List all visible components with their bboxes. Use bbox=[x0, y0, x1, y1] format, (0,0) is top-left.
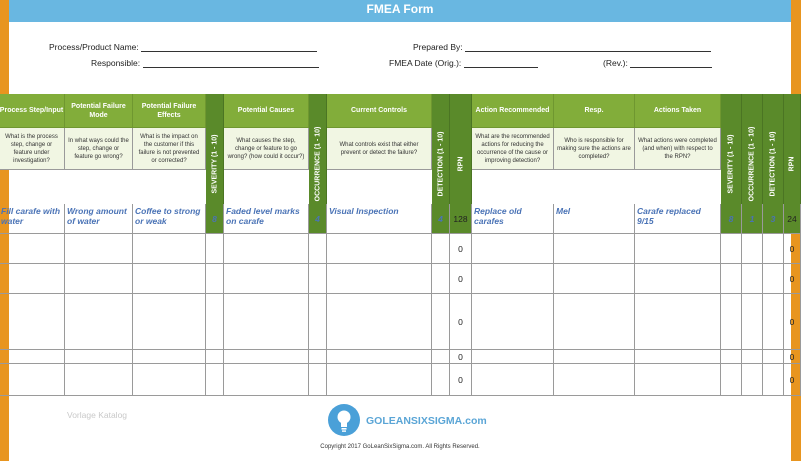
table-cell-detection[interactable] bbox=[432, 264, 450, 294]
rpn-value: 0 bbox=[789, 243, 795, 254]
rev-date-label: (Rev.): bbox=[603, 58, 628, 68]
table-cell-controls[interactable] bbox=[327, 264, 432, 294]
table-cell-severity2[interactable] bbox=[721, 234, 742, 264]
example-value-rpn: 128 bbox=[453, 213, 468, 224]
table-cell-rpn[interactable] bbox=[450, 364, 472, 396]
table-cell-failure_mode[interactable] bbox=[65, 234, 133, 264]
example-row-severity2[interactable] bbox=[721, 204, 742, 234]
column-header-resp bbox=[554, 94, 635, 128]
example-row-action[interactable] bbox=[472, 204, 554, 234]
example-row-actions_taken[interactable] bbox=[635, 204, 721, 234]
column-header-label: Potential Failure Mode bbox=[71, 102, 126, 119]
table-cell-occurrence2[interactable] bbox=[742, 364, 763, 396]
example-row-step[interactable] bbox=[0, 204, 65, 234]
example-value-resp: Mel bbox=[556, 206, 571, 216]
table-cell-detection[interactable] bbox=[432, 350, 450, 364]
responsible-input-line[interactable] bbox=[143, 58, 319, 68]
table-cell-actions_taken[interactable] bbox=[635, 264, 721, 294]
table-cell-action[interactable] bbox=[472, 350, 554, 364]
example-value-severity: 8 bbox=[212, 213, 217, 224]
table-cell-actions_taken[interactable] bbox=[635, 350, 721, 364]
table-cell-actions_taken[interactable] bbox=[635, 364, 721, 396]
table-cell-actions_taken[interactable] bbox=[635, 294, 721, 350]
column-header-label: Process Step/Input bbox=[0, 107, 64, 114]
table-cell-causes[interactable] bbox=[224, 264, 309, 294]
column-header-label: DETECTION (1 - 10) bbox=[437, 131, 444, 196]
process-product-field bbox=[49, 42, 317, 52]
table-cell-occurrence[interactable] bbox=[309, 294, 327, 350]
table-cell-detection2[interactable] bbox=[763, 350, 784, 364]
column-header-label: SEVERITY (1 - 10) bbox=[727, 133, 735, 194]
table-cell-detection[interactable] bbox=[432, 364, 450, 396]
table-cell-rpn2[interactable] bbox=[784, 294, 801, 350]
column-guidance-failure_mode bbox=[65, 128, 133, 170]
rpn-value: 0 bbox=[458, 243, 463, 254]
column-guidance-controls bbox=[327, 128, 432, 170]
table-cell-detection2[interactable] bbox=[763, 364, 784, 396]
column-header-label: Potential Causes bbox=[237, 107, 295, 114]
table-cell-actions_taken[interactable] bbox=[635, 234, 721, 264]
table-cell-effects[interactable] bbox=[133, 364, 206, 396]
column-header-label: Actions Taken bbox=[653, 107, 702, 114]
table-cell-controls[interactable] bbox=[327, 294, 432, 350]
column-header-label: Action Recommended bbox=[475, 107, 550, 114]
column-header-label: OCCURRENCE (1 - 10) bbox=[748, 126, 756, 201]
column-header-action bbox=[472, 94, 554, 128]
column-guidance-text: What causes the step, change or feature to go wrong? (how could it occur?) bbox=[227, 137, 305, 160]
table-cell-effects[interactable] bbox=[133, 234, 206, 264]
table-cell-rpn2[interactable] bbox=[784, 234, 801, 264]
table-cell-effects[interactable] bbox=[133, 264, 206, 294]
table-cell-controls[interactable] bbox=[327, 364, 432, 396]
table-cell-detection[interactable] bbox=[432, 294, 450, 350]
example-value-occurrence2: 1 bbox=[749, 213, 755, 224]
table-cell-step[interactable] bbox=[0, 264, 65, 294]
table-cell-occurrence[interactable] bbox=[309, 364, 327, 396]
table-cell-resp[interactable] bbox=[554, 264, 635, 294]
column-guidance-text: What controls exist that either prevent or detect the failure? bbox=[339, 141, 419, 156]
table-cell-failure_mode[interactable] bbox=[65, 350, 133, 364]
column-guidance-text: What is the impact on the customer if this failure is not prevented or corrected? bbox=[138, 133, 200, 164]
table-cell-rpn[interactable] bbox=[450, 294, 472, 350]
table-cell-rpn[interactable] bbox=[450, 234, 472, 264]
rpn-value: 0 bbox=[789, 351, 795, 362]
table-cell-failure_mode[interactable] bbox=[65, 294, 133, 350]
example-row-failure_mode[interactable] bbox=[65, 204, 133, 234]
example-row-detection2[interactable] bbox=[763, 204, 784, 234]
rpn-value: 0 bbox=[789, 374, 795, 385]
table-cell-effects[interactable] bbox=[133, 350, 206, 364]
table-cell-causes[interactable] bbox=[224, 234, 309, 264]
table-cell-effects[interactable] bbox=[133, 294, 206, 350]
column-header-step bbox=[0, 94, 65, 128]
table-cell-resp[interactable] bbox=[554, 234, 635, 264]
example-value-action: Replace old carafes bbox=[474, 206, 522, 226]
rpn-value: 0 bbox=[458, 351, 463, 362]
column-guidance-effects bbox=[133, 128, 206, 170]
example-row-occurrence[interactable] bbox=[309, 204, 327, 234]
copyright-text: Copyright 2017 GoLeanSixSigma.com. All Rights Reserved. bbox=[320, 444, 480, 450]
table-cell-severity[interactable] bbox=[206, 364, 224, 396]
column-header-failure_mode bbox=[65, 94, 133, 128]
example-value-rpn2: 24 bbox=[787, 213, 797, 224]
rpn-value: 0 bbox=[458, 316, 463, 327]
fmea-date-label: FMEA Date (Orig.): bbox=[389, 58, 462, 68]
example-row-severity[interactable] bbox=[206, 204, 224, 234]
table-cell-severity[interactable] bbox=[206, 234, 224, 264]
column-header-actions_taken bbox=[635, 94, 721, 128]
example-row-rpn2[interactable] bbox=[784, 204, 801, 234]
table-cell-causes[interactable] bbox=[224, 350, 309, 364]
column-guidance-text: Who is responsible for making sure the actions are completed? bbox=[557, 137, 631, 160]
table-cell-rpn2[interactable] bbox=[784, 350, 801, 364]
column-guidance-actions_taken bbox=[635, 128, 721, 170]
table-cell-detection[interactable] bbox=[432, 234, 450, 264]
logo-text: GOLEANSIXSIGMA.com bbox=[366, 415, 487, 427]
table-cell-step[interactable] bbox=[0, 234, 65, 264]
column-header-label: Resp. bbox=[584, 107, 604, 114]
column-guidance-step bbox=[0, 128, 65, 170]
column-guidance-causes bbox=[224, 128, 309, 170]
table-cell-rpn[interactable] bbox=[450, 350, 472, 364]
example-value-controls: Visual Inspection bbox=[329, 206, 399, 216]
column-header-label: SEVERITY (1 - 10) bbox=[211, 133, 218, 194]
rpn-value: 0 bbox=[789, 316, 795, 327]
table-cell-occurrence2[interactable] bbox=[742, 294, 763, 350]
table-cell-failure_mode[interactable] bbox=[65, 364, 133, 396]
prepared-by-field bbox=[413, 42, 711, 52]
column-guidance-text: What are the recommended actions for reducing the occurrence of the cause or improving detection? bbox=[475, 133, 550, 164]
example-row-detection[interactable] bbox=[432, 204, 450, 234]
column-guidance-text: What actions were completed (and when) with respect to the RPN? bbox=[638, 137, 717, 160]
table-cell-occurrence[interactable] bbox=[309, 264, 327, 294]
responsible-label: Responsible: bbox=[91, 58, 141, 68]
table-cell-severity2[interactable] bbox=[721, 364, 742, 396]
example-value-detection: 4 bbox=[438, 213, 443, 224]
table-cell-resp[interactable] bbox=[554, 294, 635, 350]
column-header-label: Current Controls bbox=[351, 107, 407, 114]
lightbulb-icon bbox=[327, 403, 361, 437]
rev-date-input-line[interactable] bbox=[630, 58, 712, 68]
goleansixsigma-logo bbox=[327, 403, 527, 439]
rpn-value: 0 bbox=[458, 374, 463, 385]
example-row-causes[interactable] bbox=[224, 204, 309, 234]
example-value-severity2: 8 bbox=[728, 213, 734, 224]
table-cell-severity2[interactable] bbox=[721, 350, 742, 364]
example-value-failure_mode: Wrong amount of water bbox=[67, 206, 127, 226]
example-row-rpn[interactable] bbox=[450, 204, 472, 234]
example-row-effects[interactable] bbox=[133, 204, 206, 234]
table-cell-detection2[interactable] bbox=[763, 264, 784, 294]
rpn-value: 0 bbox=[458, 273, 463, 284]
responsible-field bbox=[91, 58, 319, 68]
column-header-label: DETECTION (1 - 10) bbox=[769, 131, 777, 196]
table-cell-detection2[interactable] bbox=[763, 234, 784, 264]
table-cell-causes[interactable] bbox=[224, 294, 309, 350]
table-cell-step[interactable] bbox=[0, 364, 65, 396]
table-cell-rpn2[interactable] bbox=[784, 264, 801, 294]
column-header-label: RPN bbox=[457, 156, 464, 171]
table-cell-severity2[interactable] bbox=[721, 264, 742, 294]
table-cell-rpn[interactable] bbox=[450, 264, 472, 294]
table-cell-rpn2[interactable] bbox=[784, 364, 801, 396]
example-value-effects: Coffee to strong or weak bbox=[135, 206, 201, 226]
example-row-resp[interactable] bbox=[554, 204, 635, 234]
fmea-date-input-line[interactable] bbox=[464, 58, 538, 68]
table-cell-action[interactable] bbox=[472, 264, 554, 294]
column-header-label: Potential Failure Effects bbox=[141, 102, 197, 119]
table-cell-detection2[interactable] bbox=[763, 294, 784, 350]
table-cell-occurrence2[interactable] bbox=[742, 264, 763, 294]
table-cell-controls[interactable] bbox=[327, 350, 432, 364]
table-cell-resp[interactable] bbox=[554, 350, 635, 364]
example-row-occurrence2[interactable] bbox=[742, 204, 763, 234]
title-bar bbox=[9, 0, 791, 22]
form-title: FMEA Form bbox=[366, 2, 434, 16]
table-cell-causes[interactable] bbox=[224, 364, 309, 396]
example-value-step: Fill carafe with water bbox=[1, 206, 61, 226]
table-cell-resp[interactable] bbox=[554, 364, 635, 396]
column-guidance-text: In what ways could the step, change or feature go wrong? bbox=[68, 137, 129, 160]
column-guidance-action bbox=[472, 128, 554, 170]
table-cell-severity2[interactable] bbox=[721, 294, 742, 350]
prepared-by-label: Prepared By: bbox=[413, 42, 463, 52]
table-cell-severity[interactable] bbox=[206, 264, 224, 294]
table-cell-action[interactable] bbox=[472, 234, 554, 264]
table-cell-action[interactable] bbox=[472, 294, 554, 350]
column-header-effects bbox=[133, 94, 206, 128]
example-row-controls[interactable] bbox=[327, 204, 432, 234]
column-guidance-text: What is the process step, change or feature under investigation? bbox=[5, 133, 58, 164]
fmea-table bbox=[0, 94, 797, 396]
example-value-occurrence: 4 bbox=[315, 213, 320, 224]
table-cell-occurrence[interactable] bbox=[309, 350, 327, 364]
column-header-controls bbox=[327, 94, 432, 128]
table-cell-occurrence2[interactable] bbox=[742, 350, 763, 364]
table-cell-action[interactable] bbox=[472, 364, 554, 396]
table-cell-severity[interactable] bbox=[206, 350, 224, 364]
table-cell-occurrence2[interactable] bbox=[742, 234, 763, 264]
table-cell-occurrence[interactable] bbox=[309, 234, 327, 264]
rev-date-field bbox=[603, 58, 712, 68]
prepared-by-input-line[interactable] bbox=[465, 42, 711, 52]
rpn-value: 0 bbox=[789, 273, 795, 284]
process-product-label: Process/Product Name: bbox=[49, 42, 139, 52]
table-cell-step[interactable] bbox=[0, 350, 65, 364]
example-value-actions_taken: Carafe replaced 9/15 bbox=[637, 206, 701, 226]
table-cell-controls[interactable] bbox=[327, 234, 432, 264]
table-cell-severity[interactable] bbox=[206, 294, 224, 350]
process-product-input-line[interactable] bbox=[141, 42, 317, 52]
column-guidance-resp bbox=[554, 128, 635, 170]
fmea-date-field bbox=[389, 58, 538, 68]
table-cell-failure_mode[interactable] bbox=[65, 264, 133, 294]
example-value-causes: Faded level marks on carafe bbox=[226, 206, 300, 226]
table-cell-step[interactable] bbox=[0, 294, 65, 350]
example-value-detection2: 3 bbox=[770, 213, 776, 224]
column-header-causes bbox=[224, 94, 309, 128]
watermark-text: Vorlage Katalog bbox=[67, 410, 128, 420]
column-header-label: RPN bbox=[788, 156, 796, 171]
column-header-label: OCCURRENCE (1 - 10) bbox=[314, 126, 321, 201]
